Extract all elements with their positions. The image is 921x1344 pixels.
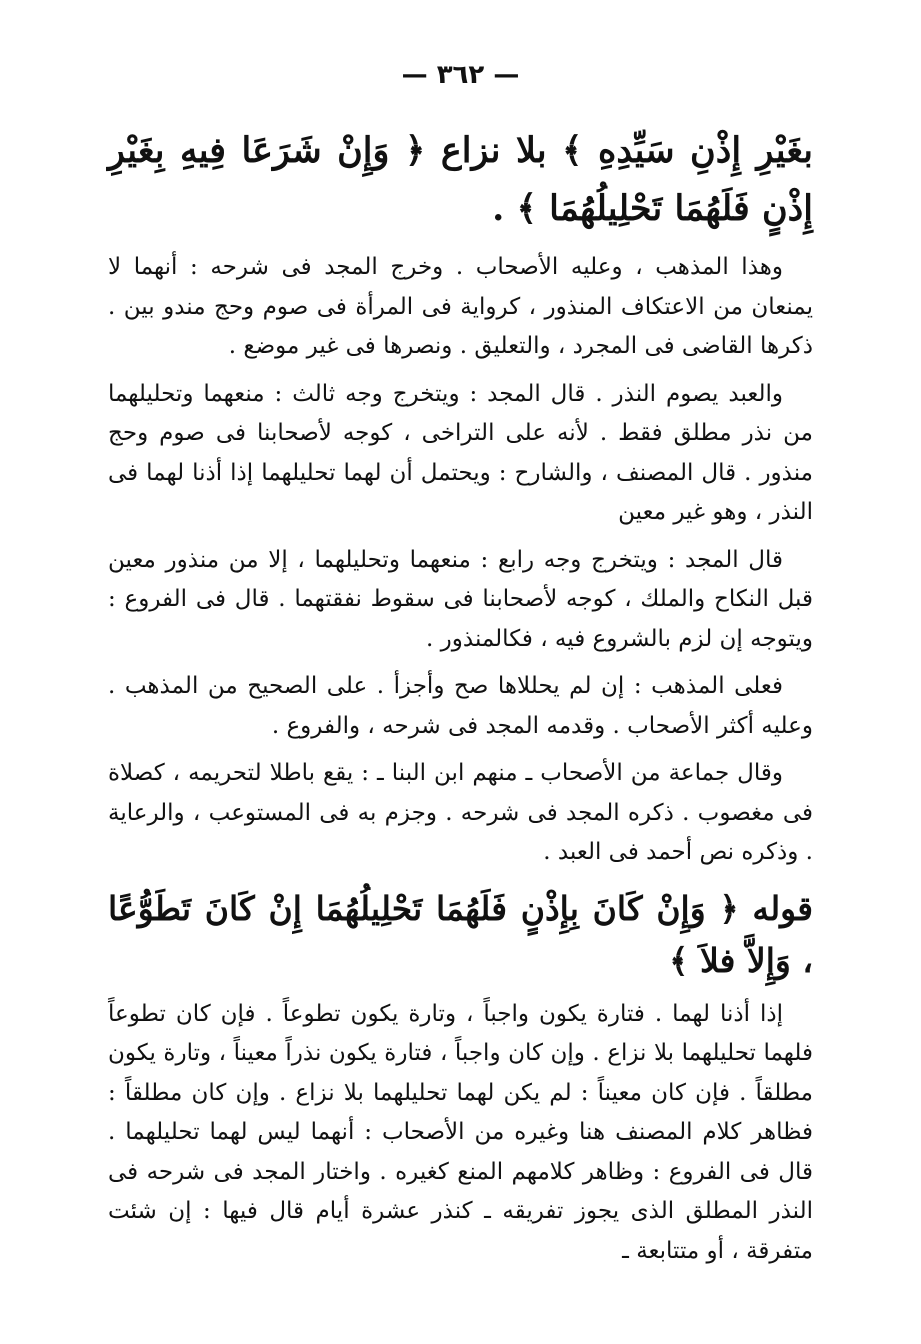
qawl-heading: قوله ﴿ وَإِنْ كَانَ بِإِذْنٍ فَلَهُمَا تَحْلِيلُهُمَا إِنْ كَانَ تَطَوُّعًا ، وَإِلاَّ فلاَ ﴾ xyxy=(108,888,813,980)
page-number: — ٣٦٢ — xyxy=(401,60,520,90)
paragraph-5: وقال جماعة من الأصحاب ـ منهم ابن البنا ـ : يقع باطلا لتحريمه ، كصلاة فى مغصوب . ذكره المجد فى شرحه . وجزم به فى المستوعب ، والرعاية . وذكره نص أحمد فى العبد . xyxy=(108,760,813,865)
paragraph-1: وهذا المذهب ، وعليه الأصحاب . وخرج المجد فى شرحه : أنهما لا يمنعان من الاعتكاف المنذور ، كرواية فى المرأة فى صوم وحج مندو بين . ذكرها القاضى فى المجرد ، والتعليق . ونصرها فى غير موضع . xyxy=(108,254,813,359)
paragraph-3: قال المجد : ويتخرج وجه رابع : منعهما وتحليلهما ، إلا من منذور معين قبل النكاح والملك ، كوجه لأصحابنا فى سقوط نفقتهما . قال فى الفروع : ويتوجه إن لزم بالشروع فيه ، فكالمنذور . xyxy=(108,546,813,652)
final-paragraph: إذا أذنا لهما . فتارة يكون واجباً ، وتارة يكون تطوعاً . فإن كان تطوعاً فلهما تحليلهما بلا نزاع . وإن كان واجباً ، فتارة يكون نذراً معيناً ، وتارة يكون مطلقاً . فإن كان معيناً : لم يكن لهما تحليلهما بلا نزاع . وإن كان مطلقاً : فظاهر كلام المصنف هنا وغيره من الأصحاب : أنهما ليس لهما تحليلهما . قال فى الفروع : وظاهر كلامهم المنع كغيره . واختار المجد فى شرحه فى النذر المطلق الذى يجوز تفريقه ـ كنذر عشرة أيام قال فيها : إن شئت متفرقة ، أو متتابعة ـ xyxy=(108,1000,813,1264)
paragraph-4: فعلى المذهب : إن لم يحللاها صح وأجزأ . على الصحيح من المذهب . وعليه أكثر الأصحاب . وقدمه المجد فى شرحه ، والفروع . xyxy=(108,673,813,739)
paragraph-2: والعبد يصوم النذر . قال المجد : ويتخرج وجه ثالث : منعهما وتحليلهما من نذر مطلق فقط . لأنه على التراخى ، كوجه لأصحابنا فى صوم وحج منذور . قال المصنف ، والشارح : ويحتمل أن لهما تحليلهما إذا أذنا لهما فى النذر ، وهو غير معين xyxy=(108,380,813,525)
matn-heading: بغَيْرِ إِذْنِ سَيِّدِهِ ﴾ بلا نزاع ﴿ وَإِنْ شَرَعَا فِيهِ بِغَيْرِ إِذْنٍ فَلَهُمَا تَحْلِيلُهُمَا ﴾ . xyxy=(108,130,813,229)
